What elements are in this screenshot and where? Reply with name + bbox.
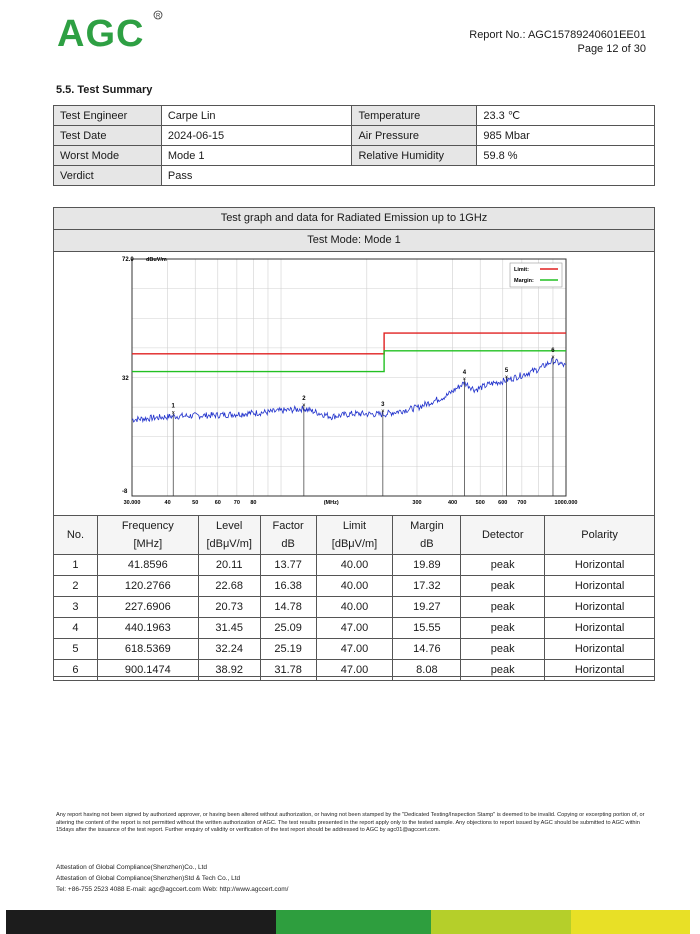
table-cell: 32.24 [198,639,260,660]
results-table [53,515,655,681]
marker-point: × [302,403,306,410]
marker-point: × [551,354,555,361]
company-line-2: Attestation of Global Compliance(Shenzhen)Std & Tech Co., Ltd [56,875,241,882]
table-cell: 41.8596 [97,555,198,576]
legend-entry-margin: Margin: [514,278,534,284]
table-row [54,660,655,681]
table-cell: 120.2766 [97,576,198,597]
x-tick-label: 700 [517,500,527,506]
table-cell: 20.73 [198,597,260,618]
emission-trace [132,358,566,422]
summary-value: 59.8 % [477,146,655,166]
table-cell: 38.92 [198,660,260,681]
marker-point: × [462,377,467,384]
x-tick-label: 300 [412,500,422,506]
marker-label: 6 [551,347,555,354]
table-cell: 25.09 [260,618,316,639]
table-cell: 5 [54,639,98,660]
x-tick-label: 70 [233,500,240,506]
test-summary-table [53,105,655,186]
company-line-1: Attestation of Global Compliance(Shenzhen)Co., Ltd [56,864,208,871]
table-cell: 47.00 [316,618,393,639]
marker-point: × [171,410,175,417]
table-cell: 3 [54,597,98,618]
legend-entry-limit: Limit: [514,267,529,273]
col-header-level: Level [dBμV/m] [198,516,260,555]
summary-value: 2024-06-15 [161,126,352,146]
table-row [54,639,655,660]
table-row [54,555,655,576]
y-unit-label: dBuV/m [146,257,167,263]
table-cell: Horizontal [545,639,655,660]
report-header [469,28,646,56]
summary-label: Test Date [54,126,162,146]
marker-label: 4 [462,370,467,377]
table-row [54,166,655,186]
col-header-factor: Factor dB [260,516,316,555]
table-cell: 22.68 [198,576,260,597]
summary-label: Temperature [352,106,477,126]
x-tick-labels [124,500,578,506]
table-cell: 16.38 [260,576,316,597]
panel-title: Test graph and data for Radiated Emission up to 1GHz [54,208,654,230]
contact-info [56,862,288,895]
marker-label: 5 [504,367,509,374]
report-number: Report No.: AGC15789240601EE01 [469,29,646,41]
radiated-emission-panel [53,207,655,677]
table-cell: 1 [54,555,98,576]
x-tick-label: 600 [498,500,508,506]
summary-label: Air Pressure [352,126,477,146]
table-cell: 14.78 [260,597,316,618]
table-row [54,618,655,639]
footer-bar-segment [431,910,571,934]
footer-bar-segment [6,910,276,934]
panel-subtitle: Test Mode: Mode 1 [54,230,654,252]
logo-text: AGC [57,13,145,53]
marker-label: 2 [302,396,306,403]
table-cell: 6 [54,660,98,681]
table-cell: 40.00 [316,555,393,576]
x-tick-label: 50 [192,500,199,506]
section-title: 5.5. Test Summary [56,84,153,96]
table-cell: Horizontal [545,555,655,576]
summary-label: Worst Mode [54,146,162,166]
summary-value: Mode 1 [161,146,352,166]
summary-value: 23.3 ℃ [477,106,655,126]
disclaimer-text: Any report having not been signed by authorized approver, or having been altered without authorization, or having not been stamped by the "Dedicated Testing/Inspection Stamp" is deemed to be invalid. Copying or excerpting portion of, or altering the content of the report is not permitted without the written authorization of AGC. The test results presented in the report apply only to the tested sample. Any objections to report issued by AGC should be submitted to AGC within 15days after the issuance of the test report. Further enquiry of validity or verification of the test report should be addressed to AGC by agc01@agccert.com. [56,812,645,833]
table-cell: 17.32 [393,576,461,597]
table-cell: Horizontal [545,618,655,639]
contact-line: Tel: +86-755 2523 4088 E-mail: agc@agccert.com Web: http://www.agccert.com/ [56,886,289,893]
y-tick-label: 72.0 [122,257,134,263]
table-row [54,576,655,597]
x-tick-label: 400 [447,500,458,506]
table-row [54,597,655,618]
marker-point: × [381,408,385,415]
table-cell: Horizontal [545,576,655,597]
x-tick-label: (MHz) [323,500,339,506]
table-cell: peak [461,618,545,639]
table-cell: peak [461,660,545,681]
table-header-row [54,516,655,555]
table-cell: 31.45 [198,618,260,639]
table-cell: peak [461,597,545,618]
table-row [54,126,655,146]
summary-value: Pass [161,166,654,186]
table-cell: 440.1963 [97,618,198,639]
page-number: Page 12 of 30 [577,43,646,55]
table-cell: 618.5369 [97,639,198,660]
table-cell: 20.11 [198,555,260,576]
table-cell: 19.89 [393,555,461,576]
table-cell: 13.77 [260,555,316,576]
table-row [54,146,655,166]
summary-value: Carpe Lin [161,106,352,126]
table-cell: 40.00 [316,597,393,618]
marker-label: 1 [171,403,175,410]
table-cell: peak [461,555,545,576]
col-header-limit: Limit [dBμV/m] [316,516,393,555]
summary-label: Verdict [54,166,162,186]
col-header-no: No. [54,516,98,555]
table-cell: 14.76 [393,639,461,660]
x-tick-label: 30.000 [123,500,141,506]
table-cell: peak [461,576,545,597]
col-header-polarity: Polarity [545,516,655,555]
table-row [54,106,655,126]
table-cell: Horizontal [545,660,655,681]
table-cell: 8.08 [393,660,461,681]
table-cell: 4 [54,618,98,639]
table-cell: 47.00 [316,639,393,660]
table-cell: peak [461,639,545,660]
summary-value: 985 Mbar [477,126,655,146]
x-tick-label: 60 [214,500,221,506]
footer-color-bar [6,910,690,934]
y-tick-label: -8 [122,489,128,495]
chart-markers [171,348,555,496]
table-cell: 15.55 [393,618,461,639]
table-cell: 40.00 [316,576,393,597]
table-cell: 19.27 [393,597,461,618]
agc-logo [55,8,175,53]
table-cell: 25.19 [260,639,316,660]
x-tick-label: 500 [475,500,485,506]
table-cell: Horizontal [545,597,655,618]
summary-label: Relative Humidity [352,146,477,166]
y-tick-label: 32 [122,376,129,382]
x-tick-label: 80 [250,500,257,506]
col-header-margin: Margin dB [393,516,461,555]
x-tick-label: 40 [164,500,171,506]
emission-chart [54,251,654,516]
x-tick-label: 1000.000 [554,500,578,506]
table-cell: 31.78 [260,660,316,681]
marker-label: 3 [381,401,385,408]
table-cell: 47.00 [316,660,393,681]
col-header-detector: Detector [461,516,545,555]
marker-point: × [504,374,509,381]
col-header-frequency: Frequency [MHz] [97,516,198,555]
chart-grid [132,259,566,496]
svg-text:R: R [156,13,161,20]
footer-bar-segment [276,910,431,934]
summary-label: Test Engineer [54,106,162,126]
table-cell: 900.1474 [97,660,198,681]
table-cell: 227.6906 [97,597,198,618]
footer-bar-segment [571,910,690,934]
table-cell: 2 [54,576,98,597]
